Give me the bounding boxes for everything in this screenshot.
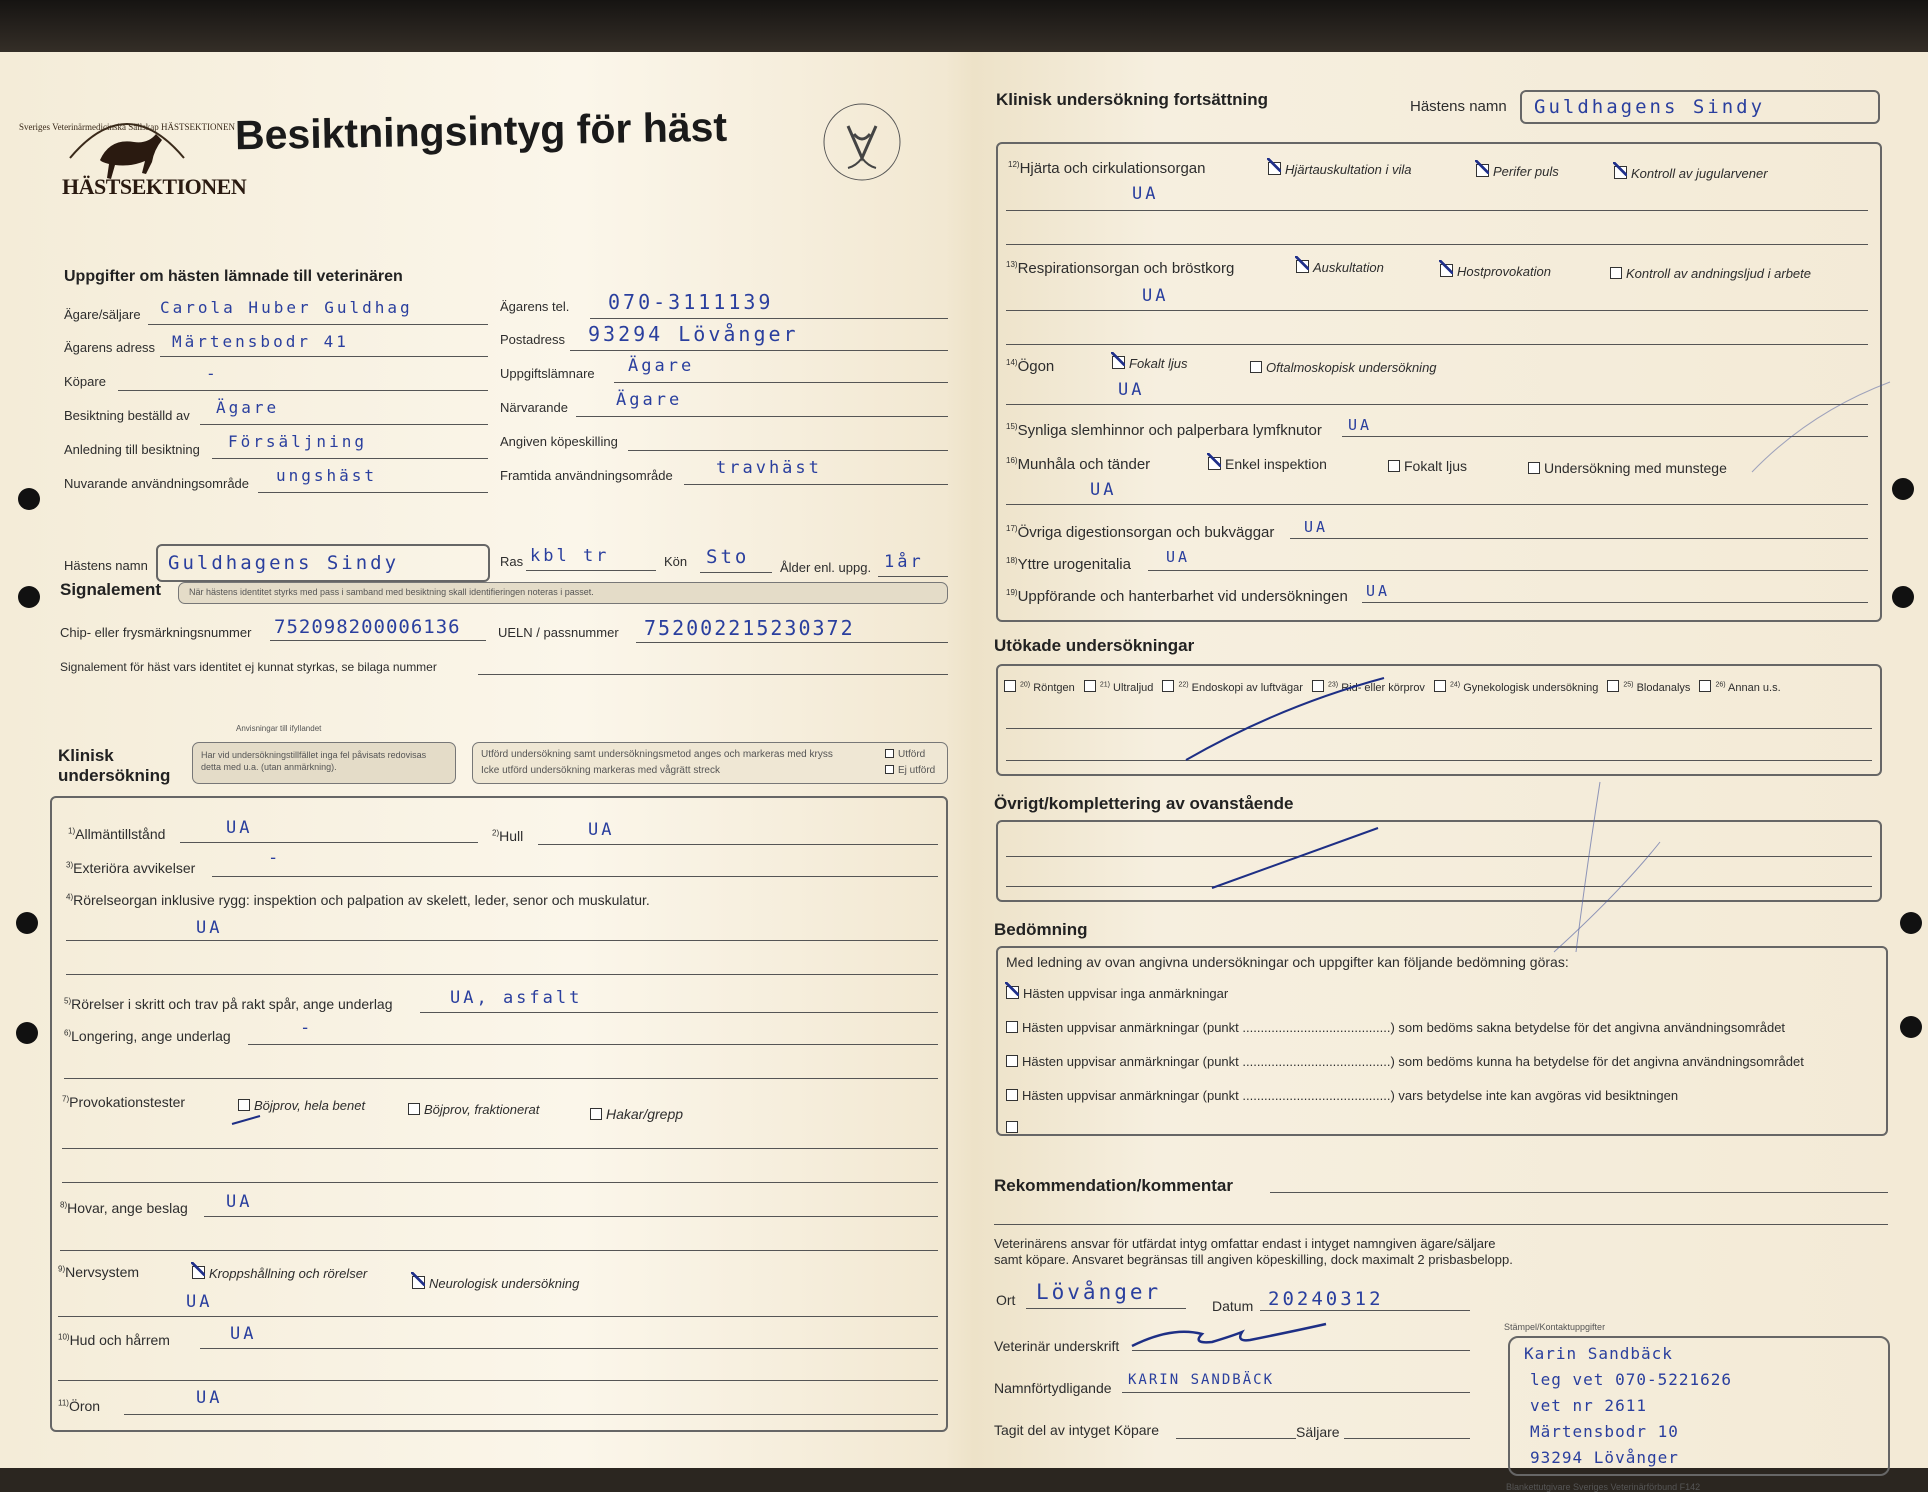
heart-option-3[interactable]: Kontroll av jugularvener	[1614, 166, 1768, 181]
clinical-heading-1: Klinisk	[58, 746, 114, 765]
item-13-label: $^{13)}$Respirationsorgan och bröstkorg	[1006, 260, 1235, 277]
mouth-option-1[interactable]: Enkel inspektion	[1208, 456, 1327, 472]
phone-label: Ägarens tel.	[500, 299, 570, 314]
item-14-label: $^{14)}$Ögon	[1006, 358, 1055, 375]
extended-heading: Utökade undersökningar	[994, 636, 1195, 655]
assessment-intro: Med ledning av ovan angivna undersökningar och uppgifter kan följande bedömning göras:	[1006, 954, 1569, 970]
item-16-label: $^{16)}$Munhåla och tänder	[1006, 456, 1151, 473]
signature-label: Veterinär underskrift	[994, 1338, 1120, 1354]
stamp-line-5: 93294 Lövånger	[1530, 1448, 1679, 1467]
assessment-option-3[interactable]: Hästen uppvisar anmärkningar (punkt .........................................) som bedöms kunna ha betydelse för det angivna användningsområdet	[1006, 1054, 1804, 1069]
item-11-value[interactable]: UA	[196, 1388, 223, 1408]
logo-wordmark: HÄSTSEKTIONEN	[62, 174, 247, 199]
item-6-label: $^{6)}$Longering, ange underlag	[64, 1028, 231, 1044]
acknowledged-buyer-label: Tagit del av intyget Köpare	[994, 1422, 1159, 1438]
reason-value[interactable]: Försäljning	[228, 432, 367, 451]
item-2-value[interactable]: UA	[588, 820, 615, 840]
signalement-heading: Signalement	[60, 580, 162, 599]
place-value[interactable]: Lövånger	[1036, 1280, 1162, 1304]
provocation-option-3[interactable]: Hakar/grepp	[590, 1106, 683, 1122]
provocation-option-1[interactable]: Böjprov, hela benet	[238, 1098, 365, 1113]
horse-name-label: Hästens namn	[64, 558, 148, 573]
responsibility-text-1: Veterinärens ansvar för utfärdat intyg omfattar endast i intyget namngiven ägare/säljare	[994, 1236, 1496, 1251]
ext-option-1[interactable]: $^{20)}$ Röntgen	[1004, 682, 1075, 694]
item-14-value[interactable]: UA	[1118, 380, 1145, 400]
resp-option-1[interactable]: Auskultation	[1296, 260, 1384, 275]
stamp-line-2: leg vet 070-5221626	[1530, 1370, 1733, 1389]
informant-label: Uppgiftslämnare	[500, 366, 595, 381]
recommendation-heading: Rekommendation/kommentar	[994, 1176, 1233, 1195]
eyes-option-2[interactable]: Oftalmoskopisk undersökning	[1250, 360, 1437, 375]
stamp-line-4: Märtensbodr 10	[1530, 1422, 1679, 1441]
legend-done: Utförd	[898, 749, 926, 760]
sex-value[interactable]: Sto	[706, 546, 750, 568]
item-18-value[interactable]: UA	[1166, 548, 1191, 566]
eyes-option-1[interactable]: Fokalt ljus	[1112, 356, 1188, 371]
assessment-option-4[interactable]: Hästen uppvisar anmärkningar (punkt .........................................) vars betydelse inte kan avgöras vid besiktningen	[1006, 1088, 1678, 1103]
item-2-label: $^{2)}$Hull	[492, 828, 524, 844]
clinical-heading-2: undersökning	[58, 766, 171, 785]
owner-section-heading: Uppgifter om hästen lämnade till veterinären	[64, 268, 403, 285]
current-use-value[interactable]: ungshäst	[276, 466, 378, 485]
reason-label: Anledning till besiktning	[64, 442, 200, 457]
address-label: Ägarens adress	[64, 340, 156, 355]
item-19-label: $^{19)}$Uppförande och hanterbarhet vid undersökningen	[1006, 588, 1348, 605]
breed-label: Ras	[500, 554, 524, 569]
name-clarification-label: Namnförtydligande	[994, 1380, 1112, 1396]
assessment-heading: Bedömning	[994, 920, 1088, 939]
buyer-value[interactable]: -	[206, 364, 219, 383]
assessment-option-1[interactable]: Hästen uppvisar inga anmärkningar	[1006, 986, 1228, 1001]
item-9-value[interactable]: UA	[186, 1292, 213, 1312]
stamp-line-1: Karin Sandbäck	[1524, 1344, 1673, 1363]
item-12-label: $^{12)}$Hjärta och cirkulationsorgan	[1008, 160, 1206, 177]
place-label: Ort	[996, 1292, 1016, 1308]
item-4-label: $^{4)}$Rörelseorgan inklusive rygg: inspektion och palpation av skelett, leder, senor och muskulatur.	[66, 892, 650, 908]
resp-option-2[interactable]: Hostprovokation	[1440, 264, 1551, 279]
instructions-box-2: Utförd undersökning samt undersökningsmetod anges och markeras med kryss Icke utförd undersökning markeras med vågrätt streck Utförd Ej utförd	[472, 742, 948, 784]
owner-label: Ägare/säljare	[64, 307, 141, 322]
ordered-by-label: Besiktning beställd av	[64, 408, 190, 423]
right-horse-name-value: Guldhagens Sindy	[1534, 96, 1766, 118]
right-horse-name-label: Hästens namn	[1410, 98, 1507, 115]
acknowledged-seller-label: Säljare	[1296, 1424, 1340, 1440]
informant-value[interactable]: Ägare	[628, 356, 695, 376]
postal-value[interactable]: 93294 Lövånger	[588, 322, 799, 346]
stamp-label: Stämpel/Kontaktuppgifter	[1504, 1322, 1606, 1332]
address-value[interactable]: Märtensbodr 41	[172, 332, 349, 351]
item-16-value[interactable]: UA	[1090, 480, 1117, 500]
mouth-option-2[interactable]: Fokalt ljus	[1388, 458, 1467, 474]
ext-option-7[interactable]: $^{26)}$ Annan u.s.	[1699, 682, 1780, 694]
item-3-label: $^{3)}$Exteriöra avvikelser	[66, 860, 196, 876]
item-18-label: $^{18)}$Yttre urogenitalia	[1006, 556, 1131, 573]
item-11-label: $^{11)}$Öron	[58, 1398, 101, 1414]
age-value[interactable]: 1år	[884, 552, 924, 572]
heart-option-2[interactable]: Perifer puls	[1476, 164, 1559, 179]
svg-text:Sveriges Veterinärmedicinska S: Sveriges Veterinärmedicinska Sällskap HÄSTSEKTIONEN	[18, 122, 236, 132]
ext-option-3[interactable]: $^{22)}$ Endoskopi av luftvägar	[1162, 682, 1302, 694]
item-3-value[interactable]: -	[268, 848, 282, 868]
owner-value[interactable]: Carola Huber Guldhag	[160, 298, 413, 317]
date-label: Datum	[1212, 1298, 1254, 1314]
item-5-value[interactable]: UA, asfalt	[450, 988, 583, 1008]
chip-label: Chip- eller frysmärkningsnummer	[60, 625, 252, 640]
ext-option-6[interactable]: $^{25)}$ Blodanalys	[1607, 682, 1690, 694]
item-1-label: $^{1)}$Allmäntillstånd	[68, 826, 166, 842]
other-heading: Övrigt/komplettering av ovanstående	[994, 794, 1294, 813]
document-sheet	[0, 52, 1928, 1492]
signalement-note: När hästens identitet styrks med pass i samband med besiktning skall identifieringen noteras i passet.	[178, 582, 948, 604]
mouth-option-3[interactable]: Undersökning med munstege	[1528, 460, 1727, 476]
item-6-value[interactable]: -	[300, 1018, 314, 1038]
instructions-title: Anvisningar till ifyllandet	[236, 724, 322, 733]
ext-option-4[interactable]: $^{23)}$ Rid- eller körprov	[1312, 682, 1425, 694]
assessment-option-2[interactable]: Hästen uppvisar anmärkningar (punkt .........................................) som bedöms sakna betydelse för det angivna användningsområdet	[1006, 1020, 1785, 1035]
price-label: Angiven köpeskilling	[500, 434, 618, 449]
instructions-box-1: Har vid undersökningstillfället inga fel påvisats redovisas detta med u.a. (utan anmärkning).	[192, 742, 456, 784]
stamp-line-3: vet nr 2611	[1530, 1396, 1647, 1415]
buyer-label: Köpare	[64, 374, 106, 389]
right-page-heading: Klinisk undersökning fortsättning	[996, 90, 1269, 109]
item-9-label: $^{9)}$Nervsystem	[58, 1264, 140, 1280]
name-clarification-value[interactable]: KARIN SANDBÄCK	[1128, 1372, 1275, 1388]
postal-label: Postadress	[500, 332, 566, 347]
item-10-value[interactable]: UA	[230, 1324, 257, 1344]
ext-option-2[interactable]: $^{21)}$ Ultraljud	[1084, 682, 1154, 694]
future-use-value[interactable]: travhäst	[716, 458, 822, 478]
responsibility-text-2: samt köpare. Ansvaret begränsas till angiven köpeskilling, dock maximalt 2 prisbasbelopp.	[994, 1252, 1513, 1267]
chip-value[interactable]: 752098200006136	[274, 616, 461, 638]
item-7-label: $^{7)}$Provokationstester	[62, 1094, 186, 1110]
item-17-value[interactable]: UA	[1304, 518, 1329, 536]
present-label: Närvarande	[500, 400, 568, 415]
ueln-value[interactable]: 752002215230372	[644, 616, 855, 640]
item-8-label: $^{8)}$Hovar, ange beslag	[60, 1200, 188, 1216]
page-title: Besiktningsintyg för häst	[234, 103, 728, 159]
item-8-value[interactable]: UA	[226, 1192, 253, 1212]
item-17-label: $^{17)}$Övriga digestionsorgan och bukväggar	[1006, 524, 1275, 541]
form-footer: Blankettutgivare Sveriges Veterinärförbund F142	[1506, 1482, 1701, 1492]
item-15-value[interactable]: UA	[1348, 416, 1373, 434]
ext-option-5[interactable]: $^{24)}$ Gynekologisk undersökning	[1434, 682, 1598, 694]
resp-option-3[interactable]: Kontroll av andningsljud i arbete	[1610, 266, 1811, 281]
legend-not-done: Ej utförd	[898, 765, 936, 776]
ordered-by-value[interactable]: Ägare	[216, 398, 280, 417]
age-label: Ålder enl. uppg.	[780, 560, 872, 575]
date-value[interactable]: 20240312	[1268, 1288, 1384, 1310]
item-19-value[interactable]: UA	[1366, 582, 1391, 600]
item-5-label: $^{5)}$Rörelser i skritt och trav på rakt spår, ange underlag	[64, 996, 393, 1012]
current-use-label: Nuvarande användningsområde	[64, 476, 250, 491]
phone-value[interactable]: 070-3111139	[608, 290, 774, 314]
pen-strokes	[0, 52, 1928, 1468]
item-4-value[interactable]: UA	[196, 918, 223, 938]
nerve-option-2[interactable]: Neurologisk undersökning	[412, 1276, 579, 1291]
ueln-label: UELN / passnummer	[498, 625, 619, 640]
item-10-label: $^{10)}$Hud och hårrem	[58, 1332, 170, 1348]
horse-name-value: Guldhagens Sindy	[168, 552, 400, 574]
item-1-value[interactable]: UA	[226, 818, 253, 838]
provocation-option-2[interactable]: Böjprov, fraktionerat	[408, 1102, 539, 1117]
alt-id-label: Signalement för häst vars identitet ej kunnat styrkas, se bilaga nummer	[60, 660, 437, 674]
sex-label: Kön	[664, 554, 688, 569]
item-13-value[interactable]: UA	[1142, 286, 1169, 306]
future-use-label: Framtida användningsområde	[500, 468, 673, 483]
item-12-value[interactable]: UA	[1132, 184, 1159, 204]
nerve-option-1[interactable]: Kroppshållning och rörelser	[192, 1266, 367, 1281]
heart-option-1[interactable]: Hjärtauskultation i vila	[1268, 162, 1411, 177]
breed-value[interactable]: kbl tr	[530, 546, 610, 566]
present-value[interactable]: Ägare	[616, 390, 683, 410]
item-15-label: $^{15)}$Synliga slemhinnor och palperbara lymfknutor	[1006, 422, 1322, 439]
